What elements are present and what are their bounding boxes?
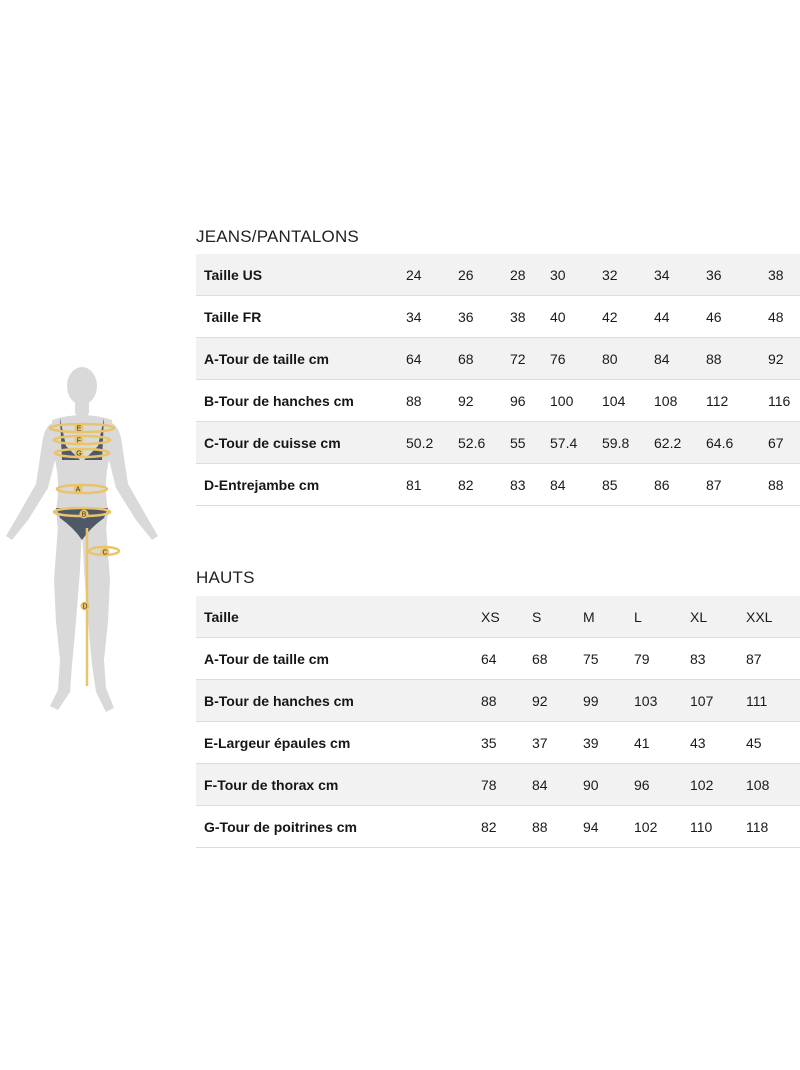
table-cell: 96 <box>510 380 550 422</box>
table-row <box>196 680 800 722</box>
table-cell: 32 <box>602 254 654 296</box>
table-cell: 108 <box>654 380 706 422</box>
table-cell: 82 <box>458 464 510 506</box>
table-cell: 78 <box>481 764 532 806</box>
hauts-section-title: HAUTS <box>196 568 255 587</box>
table-row <box>196 722 800 764</box>
table-cell: 81 <box>406 464 458 506</box>
row-label: Taille FR <box>196 296 406 338</box>
table-cell: 85 <box>602 464 654 506</box>
table-cell: 83 <box>510 464 550 506</box>
table-cell: 45 <box>746 722 800 764</box>
table-cell: 37 <box>532 722 583 764</box>
row-label: Taille US <box>196 254 406 296</box>
row-label: A-Tour de taille cm <box>196 638 481 680</box>
table-cell: XXL <box>746 596 800 638</box>
svg-text:F: F <box>76 437 82 445</box>
table-cell: 83 <box>690 638 746 680</box>
table-cell: 46 <box>706 296 768 338</box>
table-cell: 75 <box>583 638 634 680</box>
table-cell: 72 <box>510 338 550 380</box>
table-cell: 35 <box>481 722 532 764</box>
table-row <box>196 464 800 506</box>
table-cell: 80 <box>602 338 654 380</box>
table-cell: 40 <box>550 296 602 338</box>
table-row <box>196 296 800 338</box>
table-cell: 110 <box>690 806 746 848</box>
table-cell: 68 <box>532 638 583 680</box>
table-row <box>196 596 800 638</box>
table-cell: 92 <box>532 680 583 722</box>
table-cell: M <box>583 596 634 638</box>
table-cell: 28 <box>510 254 550 296</box>
svg-text:B: B <box>81 511 87 519</box>
table-row <box>196 380 800 422</box>
table-cell: XS <box>481 596 532 638</box>
table-cell: 64.6 <box>706 422 768 464</box>
table-row <box>196 338 800 380</box>
table-cell: 96 <box>634 764 690 806</box>
svg-text:A: A <box>75 486 81 494</box>
row-label: F-Tour de thorax cm <box>196 764 481 806</box>
table-cell: 90 <box>583 764 634 806</box>
jeans-section-title: JEANS/PANTALONS <box>196 227 359 246</box>
jeans-size-table <box>196 254 800 506</box>
table-cell: 87 <box>706 464 768 506</box>
table-cell: 88 <box>481 680 532 722</box>
table-cell: 118 <box>746 806 800 848</box>
svg-text:C: C <box>102 549 108 557</box>
table-cell: 38 <box>510 296 550 338</box>
table-cell: 92 <box>768 338 800 380</box>
table-cell: 102 <box>690 764 746 806</box>
table-row <box>196 422 800 464</box>
table-cell: 42 <box>602 296 654 338</box>
table-cell: 92 <box>458 380 510 422</box>
table-cell: 88 <box>532 806 583 848</box>
table-cell: 24 <box>406 254 458 296</box>
row-label: Taille <box>196 596 481 638</box>
table-cell: 87 <box>746 638 800 680</box>
svg-text:E: E <box>76 425 82 433</box>
table-cell: 30 <box>550 254 602 296</box>
table-cell: 84 <box>550 464 602 506</box>
table-row <box>196 764 800 806</box>
table-cell: 67 <box>768 422 800 464</box>
row-label: B-Tour de hanches cm <box>196 380 406 422</box>
table-cell: S <box>532 596 583 638</box>
table-cell: 100 <box>550 380 602 422</box>
table-cell: 103 <box>634 680 690 722</box>
table-cell: 111 <box>746 680 800 722</box>
table-cell: 48 <box>768 296 800 338</box>
table-cell: 84 <box>532 764 583 806</box>
table-cell: 116 <box>768 380 800 422</box>
table-cell: 76 <box>550 338 602 380</box>
table-cell: 99 <box>583 680 634 722</box>
table-cell: 64 <box>481 638 532 680</box>
svg-text:D: D <box>82 603 88 611</box>
table-cell: 36 <box>706 254 768 296</box>
table-cell: 55 <box>510 422 550 464</box>
table-cell: 107 <box>690 680 746 722</box>
table-cell: 84 <box>654 338 706 380</box>
table-cell: 36 <box>458 296 510 338</box>
table-cell: 88 <box>768 464 800 506</box>
body-measurement-figure <box>0 360 165 725</box>
table-row <box>196 806 800 848</box>
svg-text:G: G <box>76 450 82 458</box>
table-cell: 108 <box>746 764 800 806</box>
hauts-size-table <box>196 596 800 848</box>
table-cell: 50.2 <box>406 422 458 464</box>
table-cell: 44 <box>654 296 706 338</box>
table-cell: 34 <box>406 296 458 338</box>
row-label: G-Tour de poitrines cm <box>196 806 481 848</box>
table-cell: 86 <box>654 464 706 506</box>
table-cell: 38 <box>768 254 800 296</box>
table-cell: 52.6 <box>458 422 510 464</box>
table-cell: 79 <box>634 638 690 680</box>
row-label: C-Tour de cuisse cm <box>196 422 406 464</box>
table-cell: 68 <box>458 338 510 380</box>
table-cell: XL <box>690 596 746 638</box>
table-cell: 94 <box>583 806 634 848</box>
table-cell: 57.4 <box>550 422 602 464</box>
table-cell: 26 <box>458 254 510 296</box>
row-label: D-Entrejambe cm <box>196 464 406 506</box>
table-cell: 112 <box>706 380 768 422</box>
row-label: B-Tour de hanches cm <box>196 680 481 722</box>
table-row <box>196 638 800 680</box>
row-label: A-Tour de taille cm <box>196 338 406 380</box>
table-cell: L <box>634 596 690 638</box>
table-cell: 88 <box>406 380 458 422</box>
table-cell: 62.2 <box>654 422 706 464</box>
table-row <box>196 254 800 296</box>
table-cell: 39 <box>583 722 634 764</box>
table-cell: 88 <box>706 338 768 380</box>
table-cell: 43 <box>690 722 746 764</box>
table-cell: 102 <box>634 806 690 848</box>
table-cell: 104 <box>602 380 654 422</box>
table-cell: 41 <box>634 722 690 764</box>
table-cell: 82 <box>481 806 532 848</box>
table-cell: 64 <box>406 338 458 380</box>
table-cell: 34 <box>654 254 706 296</box>
table-cell: 59.8 <box>602 422 654 464</box>
row-label: E-Largeur épaules cm <box>196 722 481 764</box>
